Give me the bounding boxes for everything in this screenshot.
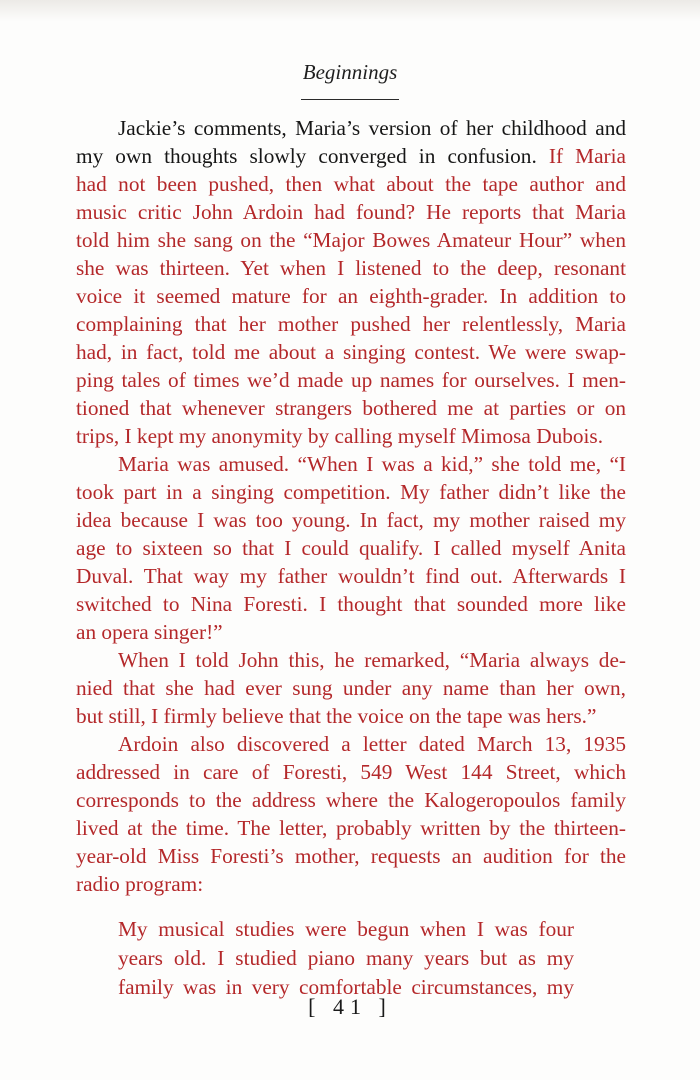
body-text: [76, 114, 626, 1002]
text-line: [76, 758, 626, 786]
text-line: [76, 506, 626, 534]
text-run: music critic John Ardoin had found? He reports that Maria: [76, 200, 626, 224]
text-line: [76, 310, 626, 338]
block-quote: [76, 915, 626, 1002]
text-run: trips, I kept my anonymity by calling myself Mimosa Dubois.: [76, 424, 604, 448]
text-run: lived at the time. The letter, probably written by the thirteen-: [76, 816, 626, 840]
text-run: switched to Nina Foresti. I thought that sounded more like: [76, 592, 626, 616]
text-line: [76, 562, 626, 590]
text-run: year-old Miss Foresti’s mother, requests an audition for the: [76, 844, 626, 868]
running-head-rule: [301, 99, 399, 100]
paragraph: [76, 450, 626, 646]
text-run: Maria was amused. “When I was a kid,” she told me, “I: [118, 452, 626, 476]
text-run: voice it seemed mature for an eighth-grader. In addition to: [76, 284, 626, 308]
text-run: years old. I studied piano many years but as my: [118, 946, 574, 970]
text-run: family was in very comfortable circumstances, my: [118, 975, 574, 999]
text-run: Duval. That way my father wouldn’t find out. Afterwards I: [76, 564, 626, 588]
text-run: corresponds to the address where the Kalogeropoulos family: [76, 788, 626, 812]
text-line: [76, 870, 626, 898]
text-run: age to sixteen so that I could qualify. I called myself Anita: [76, 536, 626, 560]
text-run: ping tales of times we’d made up names for ourselves. I men-: [76, 368, 626, 392]
text-line: [76, 198, 626, 226]
text-run: complaining that her mother pushed her relentlessly, Maria: [76, 312, 626, 336]
text-line: [76, 366, 626, 394]
text-line: [76, 450, 626, 478]
text-line: [76, 534, 626, 562]
text-run: had, in fact, told me about a singing contest. We were swap-: [76, 340, 626, 364]
quote-spacer: [76, 898, 626, 915]
text-line: [76, 786, 626, 814]
text-run: she was thirteen. Yet when I listened to the deep, resonant: [76, 256, 626, 280]
paragraph: [76, 646, 626, 730]
text-run: told him she sang on the “Major Bowes Amateur Hour” when: [76, 228, 626, 252]
text-line: [76, 842, 626, 870]
text-line: [76, 590, 626, 618]
text-run: but still, I firmly believe that the voice on the tape was hers.”: [76, 704, 597, 728]
text-line: [76, 282, 626, 310]
page-number: [ 41 ]: [308, 994, 392, 1019]
text-run: When I told John this, he remarked, “Maria always de-: [118, 648, 626, 672]
quote-line: [76, 944, 626, 973]
text-run: addressed in care of Foresti, 549 West 144 Street, which: [76, 760, 626, 784]
text-line: [76, 702, 626, 730]
text-run: took part in a singing competition. My father didn’t like the: [76, 480, 626, 504]
text-line: [76, 254, 626, 282]
text-run: my own thoughts slowly converged in confusion.: [76, 144, 549, 168]
text-line: [76, 170, 626, 198]
text-line: [76, 422, 626, 450]
text-line: [76, 646, 626, 674]
text-run: radio program:: [76, 872, 204, 896]
page-edge-shadow: [0, 0, 700, 22]
text-run: Jackie’s comments, Maria’s version of her childhood and: [118, 116, 626, 140]
text-run: an opera singer!”: [76, 620, 223, 644]
text-line: [76, 394, 626, 422]
text-run: If Maria: [548, 144, 626, 168]
text-line: [76, 674, 626, 702]
text-run: Ardoin also discovered a letter dated March 13, 1935: [118, 732, 626, 756]
quote-line: [76, 915, 626, 944]
text-line: [76, 478, 626, 506]
paragraph: [76, 114, 626, 450]
text-run: had not been pushed, then what about the tape author and: [76, 172, 626, 196]
text-line: [76, 114, 626, 142]
text-run: nied that she had ever sung under any name than her own,: [76, 676, 626, 700]
text-line: [76, 814, 626, 842]
text-run: tioned that whenever strangers bothered me at parties or on: [76, 396, 626, 420]
running-head: Beginnings: [302, 60, 398, 84]
text-line: [76, 226, 626, 254]
text-line: [76, 338, 626, 366]
text-run: My musical studies were begun when I was four: [118, 917, 574, 941]
paragraph: [76, 730, 626, 898]
text-line: [76, 618, 626, 646]
text-line: [76, 730, 626, 758]
text-run: idea because I was too young. In fact, my mother raised my: [76, 508, 626, 532]
text-line: [76, 142, 626, 170]
